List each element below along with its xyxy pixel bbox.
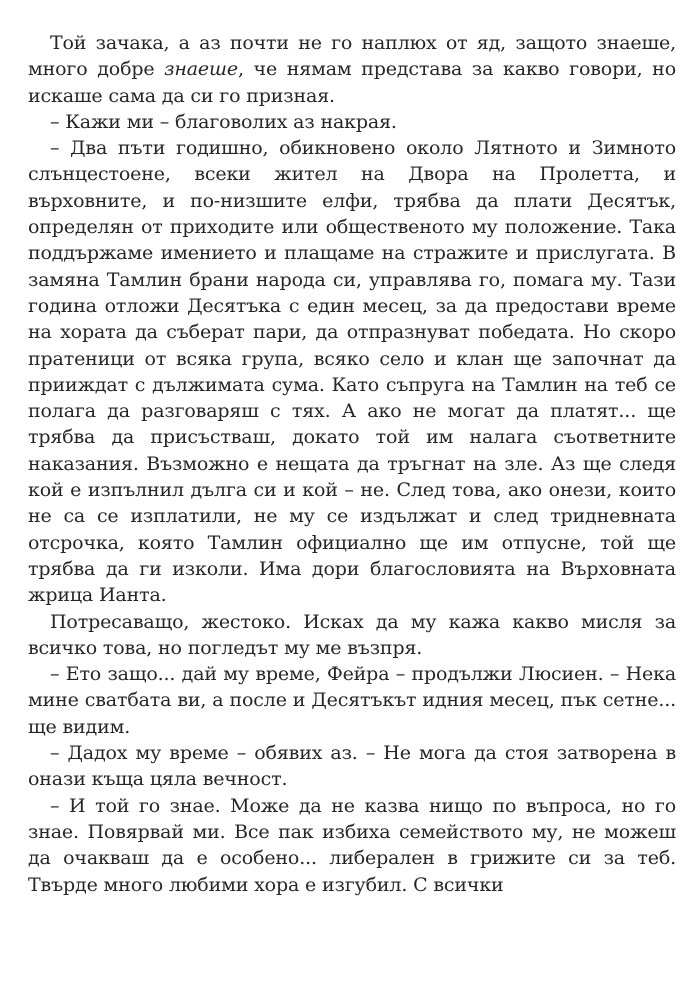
book-page (28, 30, 676, 898)
text-segment: – Ето защо... дай му време, Фейра – продължи Люсиен. – Нека мине сватбата ви, а после и Десятъкът идния месец, пък сетне... ще видим. (28, 663, 676, 738)
text-segment: – Дадох му време – обявих аз. – Не мога да стоя затворена в онази къща цяла вечност. (28, 742, 676, 791)
text-segment: – Кажи ми – благоволих аз накрая. (50, 110, 397, 133)
paragraph-1 (28, 30, 676, 109)
text-segment: – И той го знае. Може да не казва нищо по въпроса, но го знае. Повярвай ми. Все пак избиха семейството му, не можеш да очакваш да е особено... либерален в грижите си за теб. Твърде много любими хора е изгубил. С всички (28, 794, 676, 896)
text-segment: – Два пъти годишно, обикновено около Лятното и Зимното слънцестоене, всеки жител на Двора на Пролетта, и върховните, и по-низшите елфи, трябва да плати Десятък, определян от приходите или общественото му положение. Така поддържаме имението и плащаме на стражите и прислугата. В замяна Тамлин брани народа си, управлява го, помага му. Тази година отложи Десятъка с един месец, за да предостави време на хората да съберат пари, да отпразнуват победата. Но скоро пратеници от всяка група, всяко село и клан ще започнат да прииждат с дължимата сума. Като съпруга на Тамлин на теб се полага да разговаряш с тях. А ако не могат да платят... ще трябва да присъстваш, докато той им налага съответните наказания. Възможно е нещата да тръгнат на зле. Аз ще следя кой е изпълнил дълга си и кой – не. След това, ако онези, които не са се изплатили, не му се издължат и след тридневната отсрочка, която Тамлин официално ще им отпусне, той ще трябва да ги изколи. Има дори благословията на Върховната жрица Ианта. (28, 137, 676, 607)
paragraph-6 (28, 740, 676, 793)
paragraph-4 (28, 609, 676, 662)
paragraph-3 (28, 135, 676, 608)
italic-segment: знаеше (164, 58, 238, 81)
paragraph-5 (28, 661, 676, 740)
text-segment: Потресаващо, жестоко. Исках да му кажа какво мисля за всичко това, но погледът му ме възпря. (28, 610, 676, 659)
paragraph-7 (28, 793, 676, 898)
text-segment: Той зачака, а аз почти не го наплюх от яд, защото знаеше, много добре (28, 32, 676, 81)
paragraph-2 (28, 109, 676, 135)
text-segment: , че нямам представа за какво говори, но искаше сама да си го призная. (28, 58, 676, 107)
